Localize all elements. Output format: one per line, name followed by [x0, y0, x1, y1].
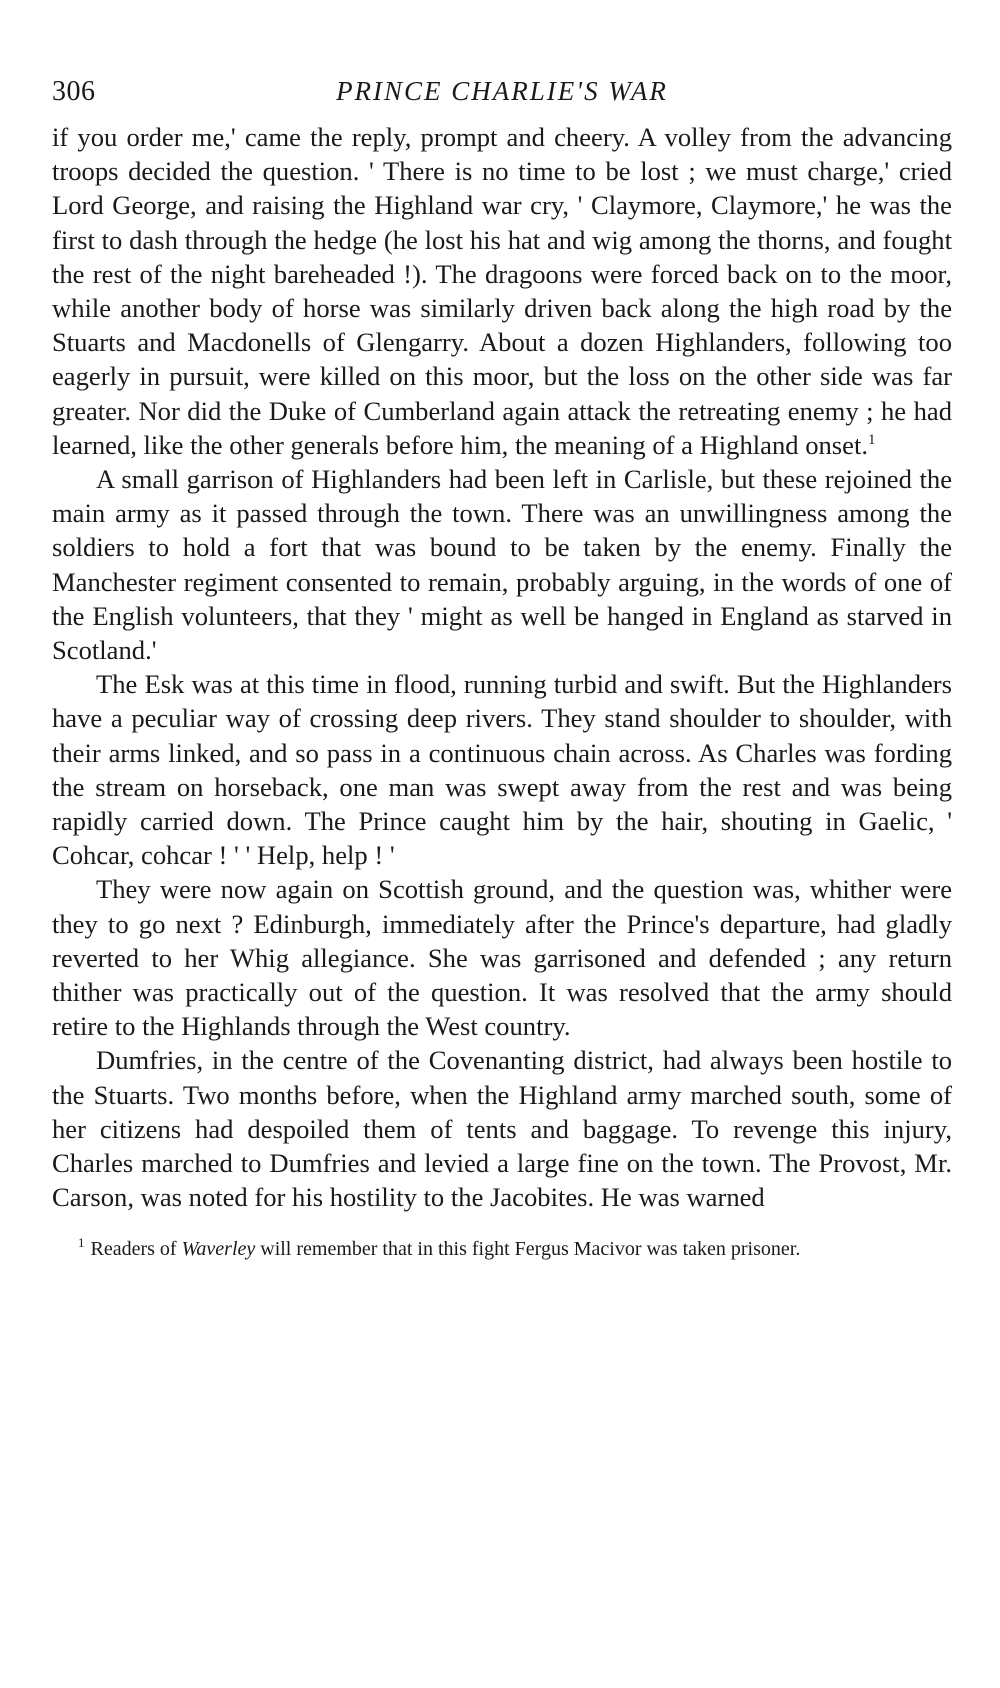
footnote-reference[interactable]: 1: [868, 431, 876, 448]
paragraph-3: The Esk was at this time in flood, running turbid and swift. But the Highlanders have a peculiar way of crossing deep rivers. They stand shoulder to shoulder, with their arms linked, and so pass in a continuous chain across. As Charles was fording the stream on horseback, one man was swept away from the rest and was being rapidly carried down. The Prince caught him by the hair, shouting in Gaelic, ' Cohcar, cohcar ! ' ' Help, help ! ': [52, 669, 952, 871]
footnote-text-after: will remember that in this fight Fergus Macivor was taken prisoner.: [260, 1237, 801, 1260]
running-title: PRINCE CHARLIE'S WAR: [336, 76, 668, 106]
footnote-text-before: Readers of: [90, 1237, 177, 1260]
paragraph-1: [52, 120, 952, 462]
paragraph-1-text: if you order me,' came the reply, prompt and cheery. A volley from the advancing troops decided the question. ' There is no time to be lost ; we must charge,' cried Lord George, and raising the Highland war cry, ' Claymore, Claymore,' he was the first to dash through the hedge (he lost his hat and wig among the thorns, and fought the rest of the night bareheaded !). The dragoons were forced back on to the moor, while another body of horse was similarly driven back along the high road by the Stuarts and Macdonells of Glengarry. About a dozen Highlanders, following too eagerly in pursuit, were killed on this moor, but the loss on the other side was far greater. Nor did the Duke of Cumberland again attack the retreating enemy ; he had learned, like the other generals before him, the meaning of a Highland onset.: [52, 122, 952, 460]
footnote-book-title: Waverley: [181, 1237, 256, 1260]
body-text: [52, 120, 952, 1215]
footnote-mark: 1: [78, 1234, 85, 1250]
paragraph-2: A small garrison of Highlanders had been left in Carlisle, but these rejoined the main army as it passed through the town. There was an unwillingness among the soldiers to hold a fort that was bound to be taken by the enemy. Finally the Manchester regiment consented to remain, probably arguing, in the words of one of the English volunteers, that they ' might as well be hanged in England as starved in Scotland.': [52, 464, 952, 666]
page-number: 306: [52, 76, 96, 107]
paragraph-4: They were now again on Scottish ground, and the question was, whither were they to go next ? Edinburgh, immediately after the Prince's departure, had gladly reverted to her Whig allegiance. She was garrisoned and defended ; any return thither was practically out of the question. It was resolved that the army should retire to the Highlands through the West country.: [52, 874, 952, 1042]
book-page: [52, 68, 952, 1261]
footnote: [52, 1234, 952, 1261]
page-header: [52, 68, 952, 116]
paragraph-5: Dumfries, in the centre of the Covenanting district, had always been hostile to the Stuarts. Two months before, when the Highland army marched south, some of her citizens had despoiled them of tents and baggage. To revenge this injury, Charles marched to Dumfries and levied a large fine on the town. The Provost, Mr. Carson, was noted for his hostility to the Jacobites. He was warned: [52, 1045, 952, 1213]
